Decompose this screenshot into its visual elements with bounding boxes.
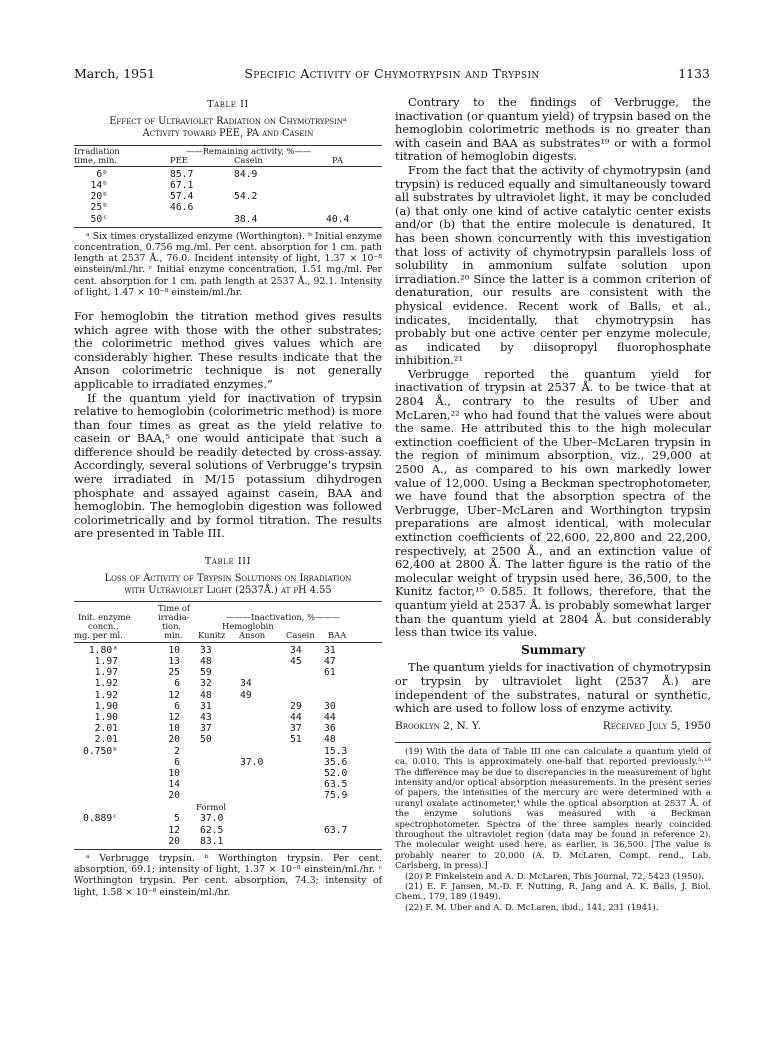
t3-h-casein: Casein [286, 629, 315, 640]
table-row [74, 667, 382, 678]
t3-h-time3: tion, [162, 620, 182, 631]
table-cell-k: 31 [200, 700, 212, 712]
table-2-footnote: ᵃ Six times crystallized enzyme (Worthington). ᵇ Initial enzyme concentration, 0.756 mg./ml. Per cent. absorption for 1 cm. path length at 2537 Å., 76.0. Incident intensity of light, 1.37 × 10⁻⁸ einstein/ml./hr. ᶜ Initial enzyme concentration, 1.51 mg./ml. Per cent. absorption for 1 cm. path length at 2537 Å., 92.1. Intensity of light, 1.47 × 10⁻⁸ einstein/ml./hr. [74, 230, 382, 298]
left-body-text [74, 310, 382, 541]
table-row [74, 169, 382, 180]
table-cell-k: 37.0 [200, 813, 224, 825]
table-cell-t: 25ᵇ [90, 202, 108, 214]
table-cell-c: 2.01 [94, 734, 118, 746]
table-cell-b: 48 [324, 734, 336, 746]
table-row [74, 746, 382, 757]
table-cell-t: 20ᵇ [90, 191, 108, 203]
table-3-caption-line2: with Ultraviolet Light (2537Å.) at pH 4.55 [124, 585, 332, 597]
table-cell-b: 63.7 [324, 824, 348, 836]
t2-h-pa: PA [332, 154, 343, 165]
table-cell-pee: 57.4 [170, 191, 194, 203]
table-row [74, 202, 382, 213]
right-column [395, 96, 711, 913]
header-title: Specific Activity of Chymotrypsin and Trypsin [244, 66, 540, 81]
table-cell-c: 0.750ᵇ [83, 745, 118, 757]
table-cell-k: 37 [200, 723, 212, 735]
table-cell-c: 1.80ᵃ [88, 644, 118, 656]
t3-formol-label: Formol [196, 802, 227, 813]
table-cell-b: 44 [324, 711, 336, 723]
table-cell-cas: 45 [290, 656, 302, 667]
table-cell-t: 50ᶜ [90, 213, 108, 225]
table-cell-b: 47 [324, 656, 336, 667]
page-number: 1133 [678, 66, 710, 81]
table-row [74, 712, 382, 723]
affiliation-place: Brooklyn 2, N. Y. [395, 719, 481, 732]
table-row [74, 825, 382, 836]
table-row [74, 757, 382, 768]
t3-h-hemo: Hemoglobin [222, 620, 274, 631]
table-2-grid [74, 145, 382, 228]
table-cell-b: 35.6 [324, 756, 348, 768]
table-3-caption-line1: Loss of Activity of Trypsin Solutions on Irradiation [104, 572, 352, 584]
table-row [74, 645, 382, 656]
table-row [74, 690, 382, 701]
summary-heading: Summary [521, 642, 585, 657]
table-cell-k: 62.5 [200, 824, 224, 836]
running-header [74, 66, 710, 84]
table-3-grid [74, 601, 382, 850]
table-row [74, 214, 382, 225]
table-2-caption-line2: Activity toward PEE, PA and Casein [142, 128, 314, 140]
table-3-formol-row [74, 801, 382, 813]
table-cell-cas: 44 [290, 711, 302, 723]
table-rule [74, 227, 382, 228]
table-cell-cas: 37 [290, 723, 302, 735]
table-2-caption [74, 116, 382, 141]
t3-h-anson: Anson [239, 629, 266, 640]
table-cell-t: 14 [168, 779, 180, 791]
table-cell-pa: 40.4 [326, 213, 350, 225]
table-3-label: Table III [204, 556, 252, 568]
t3-h-init2: concn., [88, 620, 119, 631]
table-cell-b: 30 [324, 700, 336, 712]
table-3-body [74, 643, 382, 802]
t3-h-init1: Init. enzyme [78, 611, 131, 622]
t3-h-inact: ———Inactivation, %——— [226, 611, 341, 622]
table-cell-t: 5 [174, 813, 180, 825]
t2-h-pee: PEE [170, 154, 188, 165]
t3-h-kunitz: Kunitz [198, 629, 226, 640]
table-2-label: Table II [207, 99, 249, 110]
table-row [74, 734, 382, 745]
table-cell-b: 36 [324, 723, 336, 735]
paragraph: Contrary to the findings of Verbrugge, the inactivation (or quantum yield) of trypsin based on the hemoglobin colorimetric methods is no greater than with casein and BAA as substrates¹⁹ or with a formol titration of hemoglobin digests. [395, 95, 711, 164]
paragraph: For hemoglobin the titration method gives results which agree with those with the other substrates; the colorimetric method gives values which are considerably higher. These results indicate that the Anson colorimetric technique is not generally applicable to irradiated enzymes.” [74, 308, 382, 391]
table-cell-pee: 67.1 [170, 179, 194, 191]
table-row [74, 813, 382, 824]
table-cell-t: 6ᵇ [96, 168, 108, 180]
table-2-caption-line1: Effect of Ultraviolet Radiation on Chymotrypsinᵃ [109, 115, 347, 127]
t3-h-time4: min. [164, 629, 183, 640]
table-cell-pee: 46.6 [170, 202, 194, 214]
header-date: March, 1951 [74, 66, 156, 81]
table-cell-t: 13 [168, 656, 180, 667]
table-cell-c: 1.92 [94, 689, 118, 701]
table-row [74, 180, 382, 191]
table-cell-t: 12 [168, 689, 180, 701]
table-row [74, 678, 382, 689]
table-row [74, 836, 382, 847]
table-cell-a: 34 [240, 678, 252, 690]
table-cell-k: 83.1 [200, 835, 224, 847]
table-cell-t: 10 [168, 767, 180, 779]
t2-h-irr: Irradiation [74, 145, 120, 156]
table-cell-k: 32 [200, 678, 212, 690]
table-cell-k: 50 [200, 734, 212, 746]
paragraph: From the fact that the activity of chymotrypsin (and trypsin) is reduced equally and simultaneously toward all substrates by ultraviolet light, it may be concluded (a) that only one kind of active catalytic center exists and/or (b) that the entire molecule is denatured. It has been shown concurrently with this investigation that loss of activity of chymotrypsin parallels loss of solubility in ammonium sulfate solution upon irradiation.²⁰ Since the latter is a common criterion of denaturation, our results are consistent with the physical evidence. Recent work of Balls, et al., indicates, incidentally, that chymotrypsin has probably but one active center per enzyme molecule, as indicated by diisopropyl fluorophosphate inhibition.²¹ [395, 162, 711, 368]
table-cell-a: 37.0 [240, 756, 264, 768]
table-row [74, 701, 382, 712]
table-cell-casein: 84.9 [234, 168, 258, 180]
signature-line [395, 720, 711, 736]
table-cell-t: 6 [174, 700, 180, 712]
t2-h-time: time, min. [74, 154, 117, 165]
table-cell-cas: 51 [290, 734, 302, 746]
reference-item: (21) E. F. Jansen, M.-D. F. Nutting, R. Jang and A. K. Balls, J. Biol. Chem., 179, 189 (1949). [395, 882, 711, 903]
table-row [74, 656, 382, 667]
table-cell-c: 1.90 [94, 711, 118, 723]
table-cell-k: 33 [200, 644, 212, 656]
table-2-body [74, 167, 382, 225]
table-3-header [74, 602, 382, 642]
table-row [74, 191, 382, 202]
table-cell-t: 10 [168, 644, 180, 656]
table-3-body-formol [74, 813, 382, 847]
t2-h-casein: Casein [234, 154, 263, 165]
references [395, 742, 711, 914]
table-cell-t: 6 [174, 756, 180, 768]
table-cell-b: 75.9 [324, 790, 348, 802]
paragraph: If the quantum yield for inactivation of trypsin relative to hemoglobin (colorimetric method) is more than four times as great as the yield relative to casein or BAA,⁵ one would anticipate that such a difference should be readily detected by cross-assay. Accordingly, several solutions of Verbrugge’s trypsin were irradiated in M/15 potassium dihydrogen phosphate and assayed against casein, BAA and hemoglobin. The hemoglobin digestion was followed colorimetrically and by formol titration. The results are presented in Table III. [74, 390, 382, 541]
table-cell-c: 1.97 [94, 656, 118, 667]
table-cell-c: 1.92 [94, 678, 118, 690]
table-cell-k: 43 [200, 711, 212, 723]
table-cell-b: 61 [324, 667, 336, 679]
table-cell-a: 49 [240, 689, 252, 701]
table-cell-t: 12 [168, 711, 180, 723]
t2-h-remaining: ——Remaining activity, %—— [186, 145, 312, 156]
summary-text: The quantum yields for inactivation of chymotrypsin or trypsin by ultraviolet light (2537 Å.) are independent of the substrates, natural or synthetic, which are used to follow loss of enzyme activity. [395, 660, 711, 716]
table-cell-t: 20 [168, 790, 180, 802]
table-cell-b: 15.3 [324, 745, 348, 757]
t3-h-time2: irradia- [158, 611, 190, 622]
reference-item: (22) F. M. Uber and A. D. McLaren, ibid., 141, 231 (1941). [405, 902, 659, 913]
table-cell-t: 2 [174, 745, 180, 757]
t3-h-baa: BAA [328, 629, 347, 640]
reference-item: (20) P. Finkelstein and A. D. McLaren, This Journal, 72, 5423 (1950). [405, 871, 704, 882]
table-cell-c: 0.889ᶜ [83, 813, 118, 825]
table-cell-casein: 54.2 [234, 191, 258, 203]
table-cell-b: 52.0 [324, 767, 348, 779]
table-cell-b: 31 [324, 644, 336, 656]
table-rule [74, 849, 382, 850]
table-3 [74, 555, 382, 898]
received-date: Received July 5, 1950 [602, 719, 711, 732]
table-cell-t: 6 [174, 678, 180, 690]
table-cell-cas: 34 [290, 644, 302, 656]
table-cell-b: 63.5 [324, 779, 348, 791]
table-cell-c: 1.90 [94, 700, 118, 712]
table-cell-k: 59 [200, 667, 212, 679]
table-cell-t: 12 [168, 824, 180, 836]
table-cell-t: 25 [168, 667, 180, 679]
t3-h-time1: Time of [158, 602, 190, 613]
table-cell-t: 14ᵇ [90, 179, 108, 191]
table-2 [74, 98, 382, 298]
table-cell-c: 2.01 [94, 723, 118, 735]
table-3-caption [74, 573, 382, 598]
t3-h-init3: mg. per ml. [74, 629, 123, 640]
table-2-header [74, 146, 382, 166]
table-cell-t: 20 [168, 734, 180, 746]
table-cell-k: 48 [200, 689, 212, 701]
table-row [74, 779, 382, 790]
table-row [74, 790, 382, 801]
table-3-footnote: ᵃ Verbrugge trypsin. ᵇ Worthington trypsin. Per cent. absorption, 69.1; intensity of light, 1.37 × 10⁻⁸ einstein/ml./hr. ᶜ Worthington trypsin. Per cent. absorption, 74.3; intensity of light, 1.58 × 10⁻⁸ einstein/ml./hr. [74, 853, 382, 898]
table-cell-pee: 85.7 [170, 168, 194, 180]
reference-item: (19) With the data of Table III one can calculate a quantum yield of ca. 0.010. This is approximately one-half that reported previously.⁵˒¹⁸ The difference may be due to discrepancies in the measurement of light intensity and/or optical absorption measurements. In the present series of papers, the intensities of the mercury arc were determined with a uranyl oxalate actinometer,⁴ while the optical absorption at 2537 Å. of the enzyme solutions was measured with a Beckman spectrophotometer. Spectra of the three samples nearly coincided throughout the ultraviolet region (data may be found in reference 2). The molecular weight used here, as earlier, is 36,500. [The value is probably nearer to 20,000 (A. D. McLaren, Compt. rend., Lab. Carlsberg, in press).] [395, 746, 711, 872]
table-cell-k: 48 [200, 656, 212, 667]
table-cell-t: 10 [168, 723, 180, 735]
paragraph: Verbrugge reported the quantum yield for inactivation of trypsin at 2537 Å. to be twice that at 2804 Å., contrary to the results of Uber and McLaren,²² who had found that the values were about the same. He attributed this to the high molecular extinction coefficient of the Uber–McLaren trypsin in the region of minimum absorption, viz., 29,000 at 2500 A., as compared to his own markedly lower value of 12,000. Using a Beckman spectrophotometer, we have found that the absorption spectra of the Verbrugge, Uber–McLaren and Worthington trypsin preparations are almost identical, with molecular extinction coefficients of 22,600, 22,800 and 22,200, respectively, at 2500 Å., and an extinction value of 62,400 at 2800 Å. The latter figure is the ratio of the molecular weight of trypsin used here, 36,500, to the Kunitz factor,¹⁵ 0.585. It follows, therefore, that the quantum yield at 2537 Å. is probably somewhat larger than the quantum yield at 2804 Å. but considerably less than twice its value. [395, 366, 711, 640]
table-row [74, 723, 382, 734]
table-cell-t: 20 [168, 835, 180, 847]
left-column [74, 96, 382, 898]
table-row [74, 768, 382, 779]
table-cell-cas: 29 [290, 700, 302, 712]
table-cell-casein: 38.4 [234, 213, 258, 225]
table-cell-c: 1.97 [94, 667, 118, 679]
